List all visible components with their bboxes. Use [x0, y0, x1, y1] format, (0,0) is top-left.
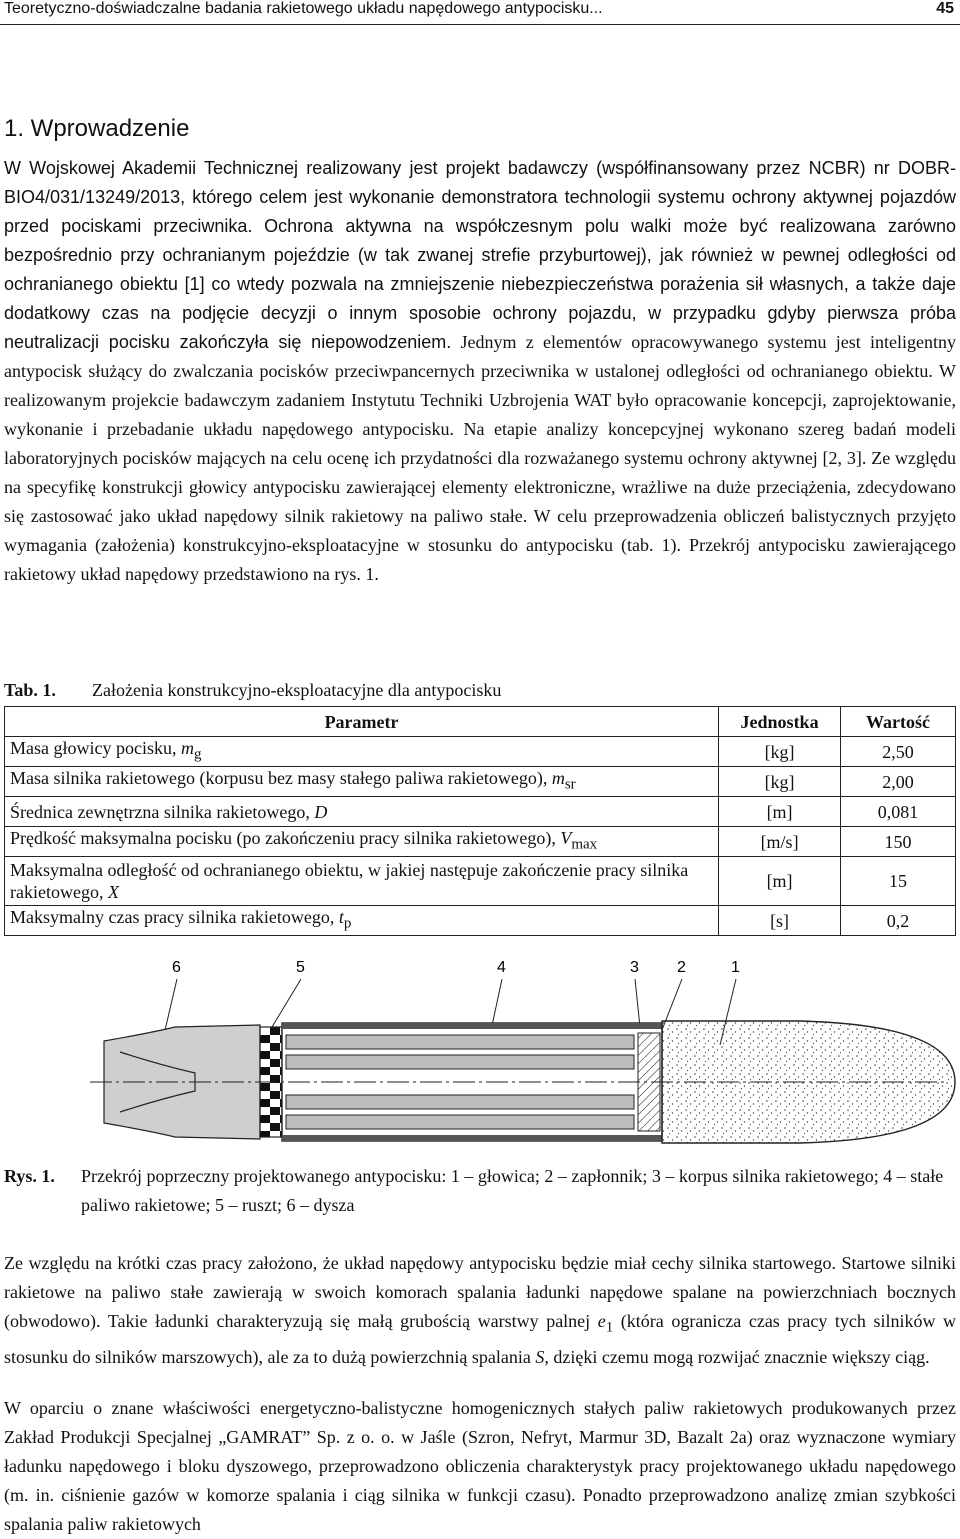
row-param: [5, 857, 719, 906]
row-unit: [kg]: [719, 767, 841, 797]
table-caption-text: Założenia konstrukcyjno-eksploatacyjne dla antypocisku: [92, 680, 502, 700]
figure-caption-text: Przekrój poprzeczny projektowanego antypocisku: 1 – głowica; 2 – zapłonnik; 3 – korpus silnika rakietowego; 4 – stałe paliwo rakietowe; 5 – ruszt; 6 – dysza: [81, 1166, 944, 1215]
part-label-5: 5: [296, 959, 305, 976]
table-row: [5, 906, 956, 936]
header-parameter: Parametr: [5, 707, 719, 737]
body-paragraph-2: W oparciu o znane właściwości energetyczno-balistyczne homogenicznych stałych paliw rakietowych produkowanych przez Zakład Produkcji Specjalnej „GAMRAT” Sp. z o. o. w Jaśle (Szron, Nefryt, Marmur 3D, Bazalt 2a) oraz wyznaczone wymiary ładunku napędowego i bloku dyszowego, przeprowadzono obliczenia charakterystyk pracy projektowanego układu napędowego (m. in. ciśnienie gazów w komorze spalania i ciąg silnika w funkcji czasu). Ponadto przeprowadzono analizę zmian szybkości spalania paliw rakietowych: [4, 1398, 956, 1534]
table-row: [5, 737, 956, 767]
row-unit: [kg]: [719, 737, 841, 767]
row-unit: [m/s]: [719, 827, 841, 857]
table-row: [5, 767, 956, 797]
row-param: [5, 827, 719, 857]
table-header-row: [5, 707, 956, 737]
running-title: Teoretyczno-doświadczalne badania rakietowego układu napędowego antypocisku...: [4, 0, 603, 17]
part-label-3: 3: [630, 959, 639, 976]
part-label-2: 2: [677, 959, 686, 976]
row-value: 2,50: [841, 737, 956, 767]
param-symbol: V: [560, 828, 572, 849]
section-title: 1. Wprowadzenie: [4, 115, 190, 142]
figure-label: Rys. 1.: [4, 1166, 55, 1186]
row-unit: [s]: [719, 906, 841, 936]
row-param: [5, 737, 719, 767]
param-text: Prędkość maksymalna pocisku (po zakończeniu pracy silnika rakietowego),: [10, 828, 561, 849]
table-caption: [4, 676, 956, 705]
row-param: [5, 767, 719, 797]
body-paragraph-1: [4, 1249, 956, 1372]
header-unit: Jednostka: [719, 707, 841, 737]
table-row: [5, 827, 956, 857]
symbol-e: e: [597, 1311, 606, 1331]
parameters-table: [4, 706, 956, 936]
rocket-cross-section-figure: [0, 955, 960, 1165]
param-subscript: p: [343, 915, 352, 932]
param-symbol: m: [180, 738, 194, 759]
body-text-b: (która ogranicza czas pracy tych silników w stosunku do silników marszowych), ale za to dużą powierzchnią spalania: [4, 1311, 957, 1367]
part-label-6: 6: [172, 959, 181, 976]
body-text-a: Ze względu na krótki czas pracy założono, że układ napędowy antypocisku będzie miał cechy silnika startowego. Startowe silniki rakietowe na paliwo stałe zawierają w swoich komorach spalania ładunki napędowe spalane na powierzchniach bocznych (obwodowo). Takie ładunki charakteryzują się małą grubością warstwy palnej: [4, 1253, 956, 1331]
casing-wall-top: [282, 1023, 662, 1029]
row-unit: [m]: [719, 857, 841, 906]
part-label-4: 4: [497, 959, 506, 976]
body-text-c: , dzięki czemu mogą rozwijać znacznie większy ciąg.: [544, 1346, 930, 1367]
param-symbol: D: [314, 801, 328, 822]
param-text: Masa silnika rakietowego (korpusu bez masy stałego paliwa rakietowego),: [10, 768, 552, 789]
symbol-s: S: [535, 1346, 545, 1367]
param-symbol: X: [107, 882, 119, 902]
param-symbol: t: [338, 907, 344, 928]
header-rule: [0, 24, 960, 25]
row-unit: [m]: [719, 797, 841, 827]
param-text: Masa głowicy pocisku,: [10, 738, 181, 759]
row-param: [5, 797, 719, 827]
row-value: 0,081: [841, 797, 956, 827]
table-label: Tab. 1.: [4, 680, 56, 700]
param-subscript: max: [571, 836, 598, 853]
row-value: 15: [841, 857, 956, 906]
param-text: Maksymalna odległość od ochranianego obiektu, w jakiej następuje zakończenie pracy silnika rakietowego,: [10, 860, 689, 902]
intro-text-sans: W Wojskowej Akademii Technicznej realizowany jest projekt badawczy (współfinansowany przez NCBR) nr DOBR-BIO4/031/13249/2013, którego celem jest wykonanie demonstratora technologii systemu ochrony aktywnej pojazdów przed pociskami przeciwnika.: [4, 158, 956, 236]
row-value: 150: [841, 827, 956, 857]
running-header: [0, 0, 960, 18]
row-param: [5, 906, 719, 936]
intro-text-serif: Jednym z elementów opracowywanego systemu jest inteligentny antypocisk służący do zwalczania pocisków przeciwpancernych przeciwnika w ustalonej odległości od ochranianego obiektu. W realizowanym projekcie badawczym zadaniem Instytutu Techniki Uzbrojenia WAT było opracowanie koncepcji, zaprojektowanie, wykonanie i przebadanie układu napędowego antypocisku. Na etapie analizy koncepcyjnej wykonano szereg badań modeli laboratoryjnych pocisków mających na celu ocenę ich przydatności dla rozważanego systemu ochrony aktywnej [2, 3]. Ze względu na specyfikę konstrukcji głowicy antypocisku zawierającej elementy elektroniczne, wrażliwe na duże przeciążenia, zdecydowano się zastosować jako układ napędowy silnik rakietowy na paliwo stałe. W celu przeprowadzenia obliczeń balistycznych przyjęto wymagania (założenia) konstrukcyjno-eksploatacyjne w stosunku do antypocisku (tab. 1). Przekrój antypocisku zawierającego rakietowy układ napędowy przedstawiono na rys. 1.: [4, 332, 956, 584]
param-symbol: m: [551, 768, 565, 789]
row-value: 0,2: [841, 906, 956, 936]
row-value: 2,00: [841, 767, 956, 797]
casing-wall-bottom: [282, 1135, 662, 1141]
param-subscript: g: [193, 746, 202, 763]
header-value: Wartość: [841, 707, 956, 737]
param-text: Maksymalny czas pracy silnika rakietowego,: [10, 907, 339, 928]
table-row: [5, 857, 956, 906]
table-row: [5, 797, 956, 827]
intro-text-sans-2: Ochrona aktywna na współczesnym polu walki może być realizowana zarówno bezpośrednio przy ochranianym pojeździe (w tak zwanej strefie przyburtowej), jak również w pewnej odległości od ochranianego obiektu [1] co wtedy pozwala na zmniejszenie niebezpieczeństwa porażenia sił własnych, a także daje dodatkowy czas na podjęcie decyzji o innym sposobie ochrony pojazdu, w przypadku gdyby pierwsza próba neutralizacji pocisku zakończyła się niepowodzeniem.: [4, 216, 957, 352]
symbol-e-subscript: 1: [605, 1319, 614, 1336]
page-number: 45: [936, 0, 954, 17]
param-text: Średnica zewnętrzna silnika rakietowego,: [10, 801, 315, 822]
part-label-1: 1: [731, 959, 740, 976]
param-subscript: sr: [564, 776, 576, 793]
